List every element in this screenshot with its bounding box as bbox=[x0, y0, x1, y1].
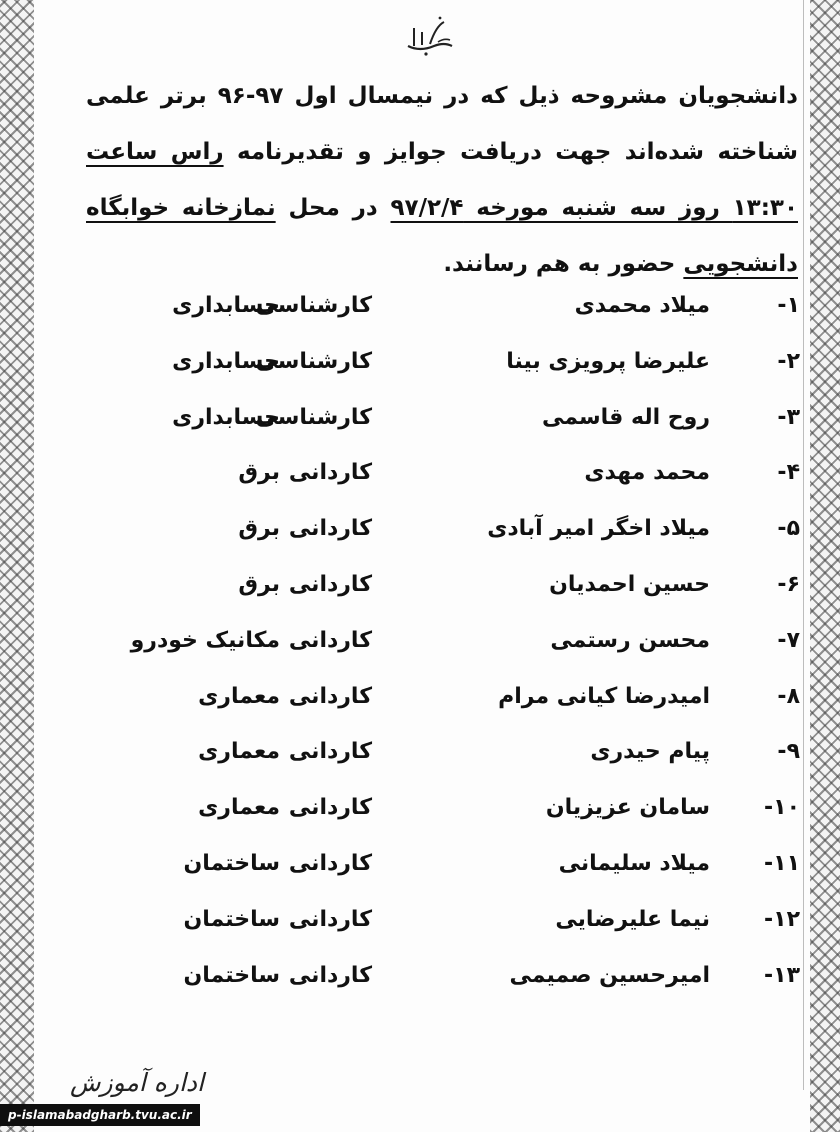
item-number: ۶- bbox=[777, 571, 800, 597]
degree-level: کارشناسی bbox=[255, 293, 372, 318]
field-of-study: حسابداری bbox=[172, 348, 280, 374]
student-name: امیرحسین صمیمی bbox=[509, 962, 710, 988]
degree-level: کاردانی bbox=[288, 962, 372, 988]
degree-level: کارشناسی bbox=[255, 404, 372, 430]
list-item bbox=[90, 285, 800, 341]
list-item bbox=[90, 452, 800, 508]
item-number: ۱۱- bbox=[764, 850, 800, 876]
list-item bbox=[90, 564, 800, 620]
student-roster bbox=[90, 285, 800, 1010]
student-name: سامان عزیزیان bbox=[545, 795, 710, 821]
degree-level: کاردانی bbox=[288, 683, 372, 709]
list-item bbox=[90, 899, 800, 955]
degree-level: کاردانی bbox=[288, 571, 372, 597]
item-number: ۴- bbox=[777, 460, 800, 486]
item-number: ۱۰- bbox=[764, 795, 800, 821]
list-item bbox=[90, 955, 800, 1011]
list-item bbox=[90, 620, 800, 676]
student-name: میلاد اخگر امیر آبادی bbox=[487, 516, 710, 542]
degree-level: کاردانی bbox=[288, 460, 372, 486]
degree-level: کاردانی bbox=[288, 850, 372, 876]
right-decorative-border bbox=[810, 0, 840, 1132]
ceremony-time-date: راس ساعت ۱۳:۳۰ روز سه شنبه مورخه ۹۷/۲/۴ bbox=[86, 139, 798, 221]
item-number: ۱۳- bbox=[764, 962, 800, 988]
list-item bbox=[90, 843, 800, 899]
announcement-paragraph bbox=[86, 68, 798, 292]
field-of-study: مکانیک خودرو bbox=[130, 627, 280, 653]
field-of-study: حسابداری bbox=[172, 293, 280, 318]
student-name: حسین احمدیان bbox=[549, 571, 710, 597]
student-name: امیدرضا کیانی مرام bbox=[498, 683, 710, 709]
degree-level: کاردانی bbox=[288, 795, 372, 821]
list-item bbox=[90, 508, 800, 564]
page-edge-line bbox=[803, 0, 804, 1090]
degree-level: کارشناسی bbox=[255, 348, 372, 374]
list-item bbox=[90, 787, 800, 843]
announcement-text: در محل bbox=[275, 195, 391, 221]
student-name: روح اله قاسمی bbox=[542, 404, 710, 430]
announcement-text: حضور به هم رسانند. bbox=[443, 251, 684, 277]
item-number: ۵- bbox=[777, 516, 800, 542]
ceremony-location: نمازخانه خوابگاه دانشجویی bbox=[86, 195, 798, 277]
student-name: محسن رستمی bbox=[550, 627, 710, 653]
item-number: ۷- bbox=[777, 627, 800, 653]
field-of-study: برق bbox=[238, 460, 280, 486]
announcement-text: دانشجویان مشروحه ذیل که در نیمسال اول ۹۷-۹۶ برتر علمی شناخته شده‌اند جهت دریافت جوایز و تقدیرنامه bbox=[86, 83, 798, 165]
student-name: نیما علیرضایی bbox=[555, 906, 710, 932]
degree-level: کاردانی bbox=[288, 739, 372, 765]
item-number: ۱۲- bbox=[764, 906, 800, 932]
field-of-study: ساختمان bbox=[183, 962, 280, 988]
student-name: محمد مهدی bbox=[584, 460, 710, 486]
signature-education-office: اداره آموزش bbox=[70, 1068, 204, 1097]
field-of-study: برق bbox=[238, 516, 280, 542]
list-item bbox=[90, 676, 800, 732]
website-watermark: p-islamabadgharb.tvu.ac.ir bbox=[0, 1104, 200, 1126]
degree-level: کاردانی bbox=[288, 516, 372, 542]
field-of-study: ساختمان bbox=[183, 850, 280, 876]
basmala-calligraphy-icon bbox=[400, 12, 460, 60]
field-of-study: معماری bbox=[198, 683, 280, 709]
degree-level: کاردانی bbox=[288, 627, 372, 653]
item-number: ۸- bbox=[777, 683, 800, 709]
student-name: میلاد سلیمانی bbox=[558, 850, 710, 876]
field-of-study: معماری bbox=[198, 795, 280, 821]
student-name: میلاد محمدی bbox=[574, 293, 710, 318]
list-item bbox=[90, 731, 800, 787]
list-item bbox=[90, 341, 800, 397]
degree-level: کاردانی bbox=[288, 906, 372, 932]
list-item bbox=[90, 397, 800, 453]
field-of-study: برق bbox=[238, 571, 280, 597]
student-name: علیرضا پرویزی بینا bbox=[506, 348, 710, 374]
item-number: ۲- bbox=[777, 348, 800, 374]
field-of-study: ساختمان bbox=[183, 906, 280, 932]
item-number: ۱- bbox=[777, 293, 800, 318]
left-decorative-border bbox=[0, 0, 34, 1132]
item-number: ۳- bbox=[777, 404, 800, 430]
student-name: پیام حیدری bbox=[590, 739, 710, 765]
field-of-study: حسابداری bbox=[172, 404, 280, 430]
item-number: ۹- bbox=[777, 739, 800, 765]
field-of-study: معماری bbox=[198, 739, 280, 765]
